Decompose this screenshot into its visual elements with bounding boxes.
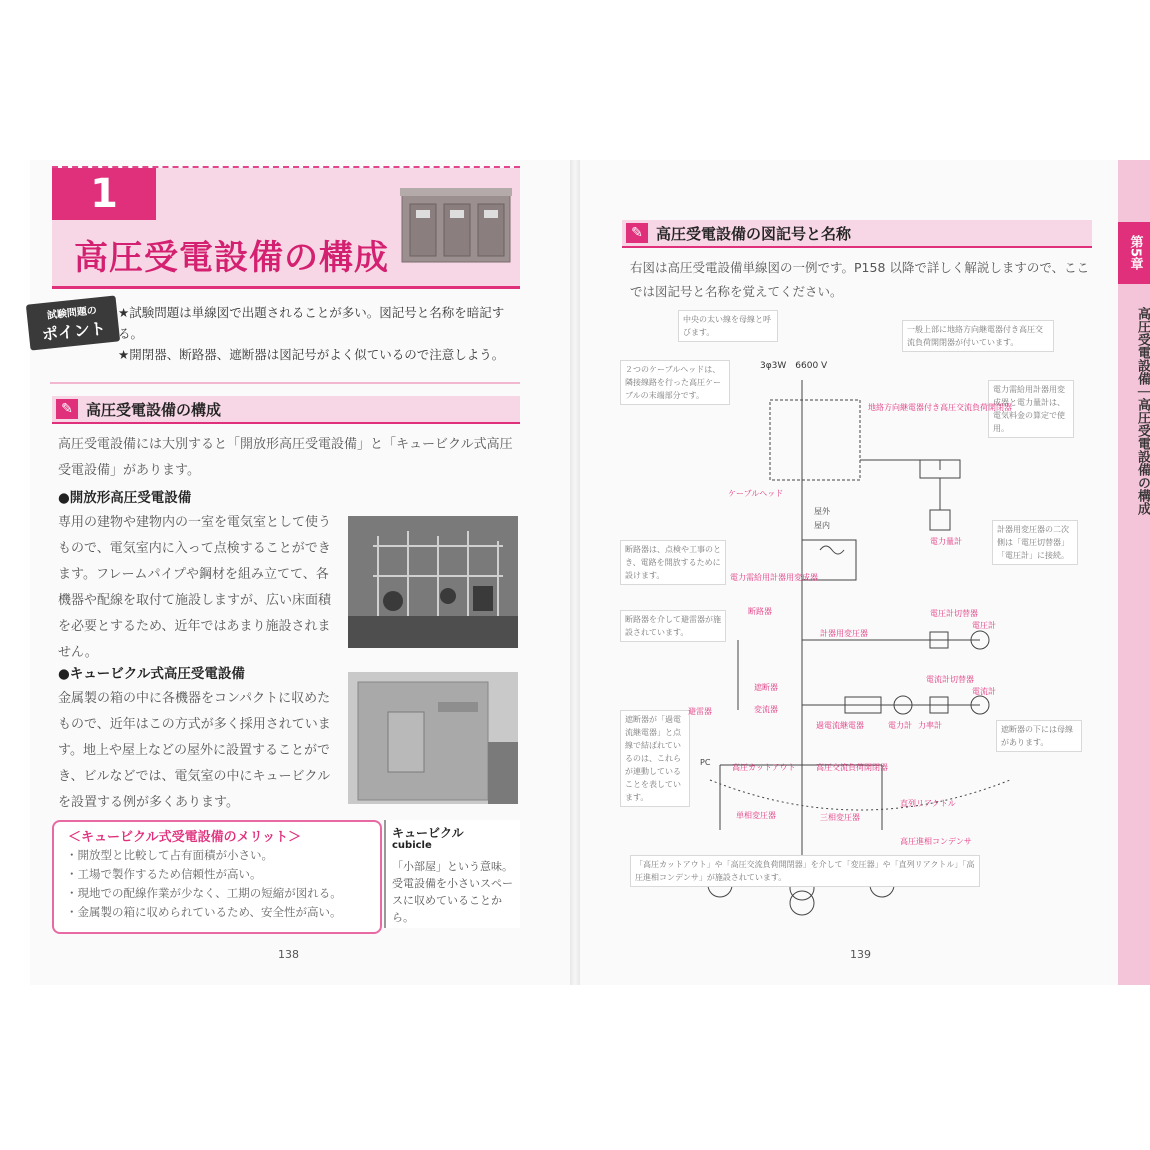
cubicle-photo bbox=[348, 672, 518, 804]
callout-vt: 計器用変圧器の二次側は「電圧切替器」「電圧計」に接続。 bbox=[992, 520, 1078, 565]
callout-load-switch: 一般上部に地絡方向継電器付き高圧交流負荷開閉器が付いています。 bbox=[902, 320, 1054, 352]
label-breaker: 遮断器 bbox=[754, 683, 778, 692]
callout-ct: 遮断器の下には母線があります。 bbox=[996, 720, 1082, 752]
label-voltmeter-switch: 電圧計切替器 bbox=[930, 609, 978, 618]
note-subtitle: cubicle bbox=[392, 840, 432, 851]
section-heading bbox=[622, 220, 1092, 248]
cubicle-heading: ●キュービクル式高圧受電設備 bbox=[58, 666, 245, 682]
point-badge-small: 試験問題の bbox=[46, 305, 98, 322]
merit-item: ・現地での配線作業が少なく、工期の短縮が図れる。 bbox=[66, 886, 342, 900]
divider bbox=[52, 286, 520, 289]
book-spread bbox=[0, 160, 1150, 985]
label-disconnector: 断路器 bbox=[748, 607, 772, 616]
pen-icon: ✎ bbox=[626, 223, 648, 243]
point-badge-big: ポイント bbox=[41, 318, 107, 345]
label-pc: PC bbox=[700, 758, 711, 767]
cubicle-text: 金属製の箱の中に各機器をコンパクトに収めたもので、近年はこの方式が多く採用されています。地上や屋上などの屋外に設置することができ、ビルなどでは、電気室の中にキュービクルを設置する例が多くあります。 bbox=[58, 691, 331, 810]
page-number: 138 bbox=[278, 948, 299, 961]
intro-text: 右図は高圧受電設備単線図の一例です。P158 以降で詳しく解説しますので、ここでは図記号と名称を覚えてください。 bbox=[630, 260, 1090, 299]
label-arrester: 避雷器 bbox=[688, 707, 712, 716]
cubicle-note bbox=[384, 820, 520, 928]
supply-label: 3φ3W 6600 V bbox=[760, 361, 828, 371]
callout-arrester: 断路器を介して避雷器が施設されています。 bbox=[620, 610, 726, 642]
right-page bbox=[580, 160, 1150, 985]
callout-breaker: 遮断器が「過電流継電器」と点線で結ばれているのは、これらが連動していることを表しています。 bbox=[620, 710, 690, 807]
label-ammeter-switch: 電流計切替器 bbox=[926, 675, 974, 684]
label-vt: 計器用変圧器 bbox=[820, 629, 868, 638]
callout-cable-head: ２つのケーブルヘッドは、隣接線路を行った高圧ケーブルの末端部分です。 bbox=[620, 360, 730, 405]
chapter-tab-number: 第5章 bbox=[1118, 222, 1150, 284]
open-type-heading: ●開放形高圧受電設備 bbox=[58, 490, 192, 506]
point-item: ★開閉器、断路器、遮断器は図記号がよく似ているので注意しよう。 bbox=[118, 347, 505, 362]
label-three-phase-tr: 三相変圧器 bbox=[820, 813, 860, 822]
note-text: 「小部屋」という意味。受電設備を小さいスペースに収めていることから。 bbox=[392, 860, 513, 924]
open-type-text: 専用の建物や建物内の一室を電気室として使うもので、電気室内に入って点検することができます。フレームパイプや鋼材を組み立てて、各機器や配線を取付て施設しますが、広い床面積を必要とするため、近年ではあまり施設されません。 bbox=[58, 515, 332, 660]
callout-disconnector: 断路器は、点検や工事のとき、電路を開放するために設けます。 bbox=[620, 540, 726, 585]
callout-bus: 中央の太い線を母線と呼びます。 bbox=[678, 310, 778, 342]
label-indoor: 屋内 bbox=[814, 521, 830, 530]
label-voltmeter: 電圧計 bbox=[972, 621, 996, 630]
label-ocr: 過電流継電器 bbox=[816, 721, 864, 730]
label-cutout: 高圧カットアウト bbox=[732, 763, 796, 772]
point-badge bbox=[26, 295, 120, 350]
left-page bbox=[30, 160, 570, 985]
label-wattmeter: 電力計 bbox=[888, 721, 912, 730]
merit-item: ・開放型と比較して占有面積が小さい。 bbox=[66, 848, 273, 862]
label-cable-head: ケーブルヘッド bbox=[728, 489, 784, 498]
section-title: 高圧受電設備の構成 bbox=[86, 401, 222, 419]
intro-text: 高圧受電設備には大別すると「開放形高圧受電設備」と「キュービクル式高圧受電設備」があります。 bbox=[58, 437, 513, 478]
label-lbs: 高圧交流負荷開閉器 bbox=[816, 763, 888, 772]
point-text bbox=[118, 302, 518, 365]
label-watt-hour-meter: 電力量計 bbox=[930, 537, 962, 546]
note-title: キュービクル bbox=[392, 826, 464, 840]
chapter-number: 1 bbox=[52, 168, 156, 220]
page-number: 139 bbox=[850, 948, 871, 961]
point-item: ★試験問題は単線図で出題されることが多い。図記号と名称を暗記する。 bbox=[118, 305, 505, 341]
label-load-switch: 地絡方向継電器付き高圧交流負荷開閉器 bbox=[868, 403, 1012, 412]
label-capacitor: 高圧進相コンデンサ bbox=[900, 837, 972, 846]
chapter-tab-title: 高圧受電設備｜高圧受電設備の構成 bbox=[1135, 307, 1150, 515]
merit-list bbox=[66, 846, 342, 922]
open-type-photo bbox=[348, 516, 518, 648]
label-pf-meter: 力率計 bbox=[918, 721, 942, 730]
label-instrument-transformer: 電力需給用計器用変成器 bbox=[730, 573, 818, 582]
section-heading bbox=[52, 396, 520, 424]
merit-item: ・工場で製作するため信頼性が高い。 bbox=[66, 867, 262, 881]
merit-box bbox=[52, 820, 382, 934]
chapter-title: 高圧受電設備の構成 bbox=[74, 238, 389, 278]
callout-watt-hour: 電力需給用計器用変成器と電力量計は、電気料金の算定で使用。 bbox=[988, 380, 1074, 438]
label-single-phase-tr: 単相変圧器 bbox=[736, 811, 776, 820]
callout-transformer: 「高圧カットアウト」や「高圧交流負荷開閉器」を介して「変圧器」や「直列リアクトル」「高圧進相コンデンサ」が施設されています。 bbox=[630, 855, 980, 887]
label-ct: 変流器 bbox=[754, 705, 778, 714]
merit-item: ・金属製の箱に収められているため、安全性が高い。 bbox=[66, 905, 342, 919]
merit-title: ＜キュービクル式受電設備のメリット＞ bbox=[68, 830, 302, 845]
pen-icon: ✎ bbox=[56, 399, 78, 419]
label-ammeter: 電流計 bbox=[972, 687, 996, 696]
cubicle-illustration-icon bbox=[400, 184, 512, 266]
section-title: 高圧受電設備の図記号と名称 bbox=[656, 225, 852, 243]
gutter bbox=[570, 160, 580, 985]
single-line-diagram bbox=[620, 310, 1090, 950]
label-reactor: 直列リアクトル bbox=[900, 799, 956, 808]
label-outdoor: 屋外 bbox=[814, 507, 830, 516]
